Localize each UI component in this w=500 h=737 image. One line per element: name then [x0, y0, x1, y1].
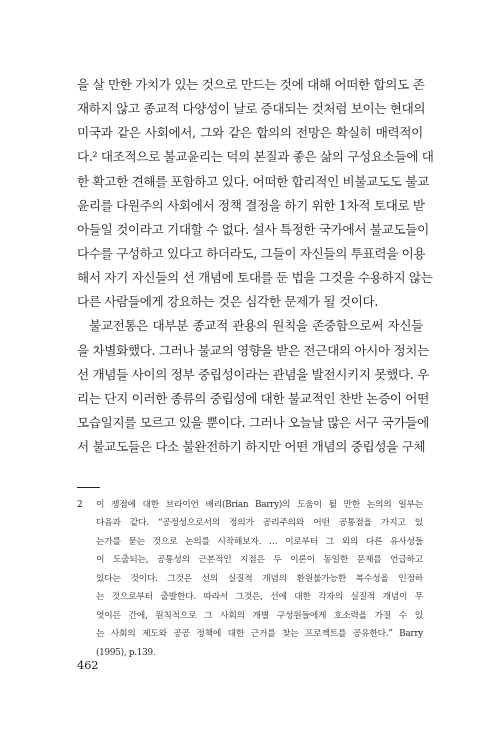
footnote-separator: [77, 487, 100, 488]
body-line: 다.² 대조적으로 불교윤리는 덕의 본질과 좋은 삶의 구성요소들에 대: [77, 149, 434, 165]
footnote-line: 는 사회의 제도와 공공 정책에 대한 근거를 찾는 프로젝트를 공유한다.” Barry: [96, 629, 423, 640]
body-line: 다른 사람들에게 강요하는 것은 심각한 문제가 될 것이다.: [77, 294, 378, 310]
footnote-line: 는 것으로부터 출발한다. 따라서 그것은, 선에 대한 각자의 실질적 개념이 무: [96, 592, 423, 603]
footnote-line: 는가를 묻는 것으로 논의를 시작해보자. … 이로부터 그 외의 다른 유사성들: [96, 536, 423, 547]
footnote-line: 있다는 것이다. 그것은 선의 실질적 개념의 환원불가능한 복수성을 인정하: [96, 573, 423, 584]
footnote-line: (1995), p.139.: [96, 647, 156, 658]
body-text: [77, 73, 434, 459]
body-line: 한 확고한 견해를 포함하고 있다. 어떠한 합리적인 비불교도도 불교: [77, 173, 429, 189]
footnote-text: [96, 496, 423, 662]
body-line: 모습일지를 모르고 있을 뿐이다. 그러나 오늘날 많은 서구 국가들에: [77, 414, 429, 430]
body-line: 해서 자기 자신들의 선 개념에 토대를 둔 법을 그것을 수용하지 않는: [77, 270, 433, 286]
body-line: 을 차별화했다. 그러나 불교의 영향을 받은 전근대의 아시아 정치는: [77, 342, 429, 358]
body-line: 리는 단지 이러한 종류의 중립성에 대한 불교적인 찬반 논증이 어떤: [77, 390, 429, 406]
footnote: [77, 496, 423, 662]
body-line: 윤리를 다원주의 사회에서 정책 결정을 하기 위한 1차적 토대로 받: [77, 197, 425, 213]
body-line: 재하지 않고 종교적 다양성이 날로 증대되는 것처럼 보이는 현대의: [77, 101, 426, 117]
footnote-line: 엇이든 간에, 원칙적으로 그 사회의 개별 구성원들에게 호소력을 가질 수 있: [96, 610, 423, 621]
footnote-line: 이 도출되는, 공통성의 근본적인 지점은 두 이론이 동일한 문제를 언급하고: [96, 555, 423, 566]
footnote-line: 이 쟁점에 대한 브라이언 배리(Brian Barry)의 도움이 될 만한 논의의 일부는: [96, 500, 423, 510]
footnote-line: 다음과 같다. “공정성으로서의 정의가 공리주의와 어떤 공통점을 가지고 있: [96, 518, 423, 529]
body-line: 선 개념들 사이의 정부 중립성이라는 관념을 발전시키지 못했다. 우: [77, 366, 429, 382]
body-line: 불교전통은 대부분 종교적 관용의 원칙을 존중함으로써 자신들: [89, 318, 423, 334]
body-line: 다수를 구성하고 있다고 하더라도, 그들이 자신들의 투표력을 이용: [77, 245, 426, 261]
body-line: 아들일 것이라고 기대할 수 없다. 설사 특정한 국가에서 불교도들이: [77, 221, 429, 237]
page-number: 462: [77, 658, 99, 672]
body-line: 을 살 만한 가치가 있는 것으로 만드는 것에 대해 어떠한 합의도 존: [77, 77, 425, 92]
body-line: 미국과 같은 사회에서, 그와 같은 합의의 전망은 확실히 매력적이: [77, 125, 423, 141]
footnote-number: 2: [77, 500, 83, 510]
body-line: 서 불교도들은 다소 불완전하기 하지만 어떤 개념의 중립성을 구체: [77, 439, 426, 455]
